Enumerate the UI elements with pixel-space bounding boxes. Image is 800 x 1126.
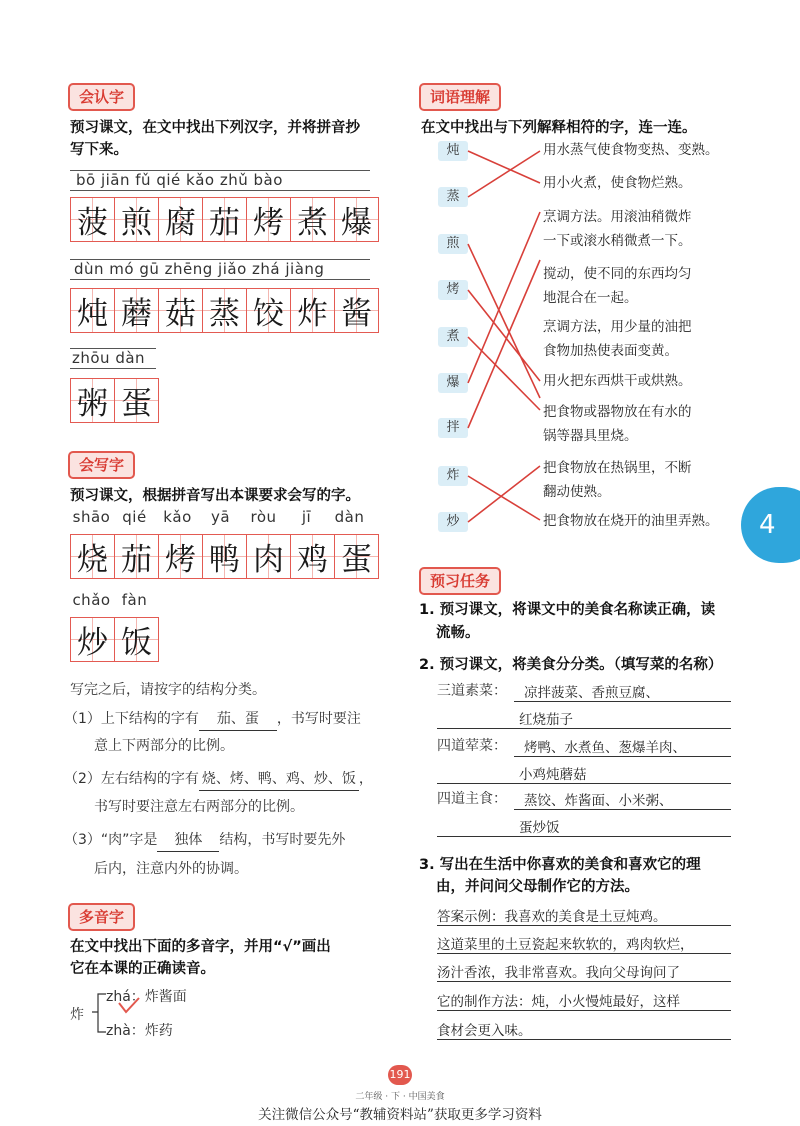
match-char-chao[interactable]: 炒 (438, 512, 468, 532)
sort-q3-line2: 后内，注意内外的协调。 (94, 861, 248, 877)
definition-1[interactable]: 用水蒸气使食物变热、变熟。 (543, 142, 719, 158)
answer-rule (514, 701, 731, 702)
match-line-jian (468, 244, 540, 398)
match-line-zhu (468, 337, 540, 410)
char-cell: 炖 (70, 288, 115, 333)
dish-answer: 蛋炒饭 (519, 820, 560, 836)
sort-q1-line1: （1）上下结构的字有 茄、蛋 ，书写时要注 (64, 708, 361, 731)
essay-line: 答案示例：我喜欢的美食是土豆炖鸡。 (437, 909, 667, 925)
char-cell: 茄 (202, 197, 247, 242)
char-cell: 烧 (70, 534, 115, 579)
essay-line: 汤汁香浓，我非常喜欢。我向父母询问了 (437, 965, 680, 981)
task1-line1: 1. 预习课文，将课文中的美食名称读正确，读 (419, 602, 716, 618)
pinyin-row-2: dùn mó gū zhēng jiǎo zhá jiàng (74, 260, 325, 278)
answer-rule (437, 1010, 731, 1011)
huirenzi-instruction-2: 写下来。 (70, 142, 128, 158)
match-char-kao[interactable]: 烤 (438, 280, 468, 300)
pinyin-syllable: shāo (72, 508, 111, 526)
huirenzi-instruction-1: 预习课文，在文中找出下列汉字，并将拼音抄 (70, 120, 360, 136)
match-line-zha (468, 476, 540, 520)
pinyin-syllable: jī (301, 508, 312, 526)
duoyinzi-instruction-2: 它在本课的正确读音。 (70, 961, 215, 977)
answer-blank: 烧、烤、鸭、鸡、炒、饭 (199, 768, 359, 791)
write-grid-row-1 (70, 534, 378, 579)
pinyin-rule (70, 190, 370, 191)
match-line-kao (468, 290, 540, 381)
char-grid-row-2 (70, 288, 378, 333)
task3-line2: 由，并问问父母制作它的方法。 (436, 879, 639, 895)
essay-line: 食材会更入味。 (437, 1023, 532, 1039)
huixiezi-instruction: 预习课文，根据拼音写出本课要求会写的字。 (70, 488, 360, 504)
footer-caption: 二年级 · 下 · 中国美食 (355, 1092, 445, 1102)
match-char-zhu[interactable]: 煮 (438, 327, 468, 347)
pinyin-rule (70, 368, 156, 369)
char-cell: 菠 (70, 197, 115, 242)
unit-side-tab (741, 487, 800, 563)
char-cell: 腐 (158, 197, 203, 242)
pinyin-syllable: chǎo (72, 591, 111, 609)
dish-answer: 蒸饺、炸酱面、小米粥、 (524, 793, 673, 809)
answer-rule (437, 836, 731, 837)
polyphone-char: 炸 (70, 1007, 84, 1023)
answer-rule (437, 1039, 731, 1040)
pinyin-rule (70, 279, 370, 280)
definition-6[interactable]: 用火把东西烘干或烘熟。 (543, 373, 692, 389)
pinyin-syllable: yā (210, 508, 231, 526)
char-cell: 煎 (114, 197, 159, 242)
answer-rule (437, 981, 731, 982)
pinyin-row-3: zhōu dàn (72, 349, 146, 367)
match-line-dun (468, 151, 540, 183)
char-cell: 爆 (334, 197, 379, 242)
pinyin-syllable: dàn (334, 508, 365, 526)
char-cell: 蘑 (114, 288, 159, 333)
match-char-zheng[interactable]: 蒸 (438, 187, 468, 207)
page-number: 191 (388, 1065, 412, 1085)
dish-category-label: 四道主食： (437, 791, 507, 807)
sort-intro: 写完之后，请按字的结构分类。 (70, 682, 266, 698)
definition-5[interactable]: 烹调方法，用少量的油把 食物加热使表面变黄。 (543, 319, 692, 359)
char-cell: 肉 (246, 534, 291, 579)
char-cell: 粥 (70, 378, 115, 423)
unit-number: 4 (759, 510, 776, 540)
match-char-jian[interactable]: 煎 (438, 234, 468, 254)
huixiezi-pinyin-row-1 (70, 508, 371, 526)
char-cell: 蛋 (334, 534, 379, 579)
dish-category-label: 三道素菜： (437, 683, 507, 699)
definition-4[interactable]: 搅动，使不同的东西均匀 地混合在一起。 (543, 266, 692, 306)
answer-rule (437, 953, 731, 954)
definition-7[interactable]: 把食物或器物放在有水的 锅等器具里烧。 (543, 404, 692, 444)
char-cell: 蛋 (114, 378, 159, 423)
char-cell: 饺 (246, 288, 291, 333)
char-cell: 炸 (290, 288, 335, 333)
ciyulijie-instruction: 在文中找出与下列解释相符的字，连一连。 (421, 120, 697, 136)
dish-category-label: 四道荤菜： (437, 738, 507, 754)
pinyin-syllable: fàn (121, 591, 148, 609)
char-cell: 茄 (114, 534, 159, 579)
checkmark-icon (116, 996, 142, 1016)
char-cell: 菇 (158, 288, 203, 333)
char-cell: 炒 (70, 617, 115, 662)
char-cell: 鸡 (290, 534, 335, 579)
match-line-bao (468, 212, 540, 383)
section-tag-yuxirenwu: 预习任务 (419, 567, 501, 595)
definition-2[interactable]: 用小火煮，使食物烂熟。 (543, 175, 692, 191)
reading-1: zhá：炸酱面 (106, 989, 187, 1005)
huixiezi-pinyin-row-2 (70, 591, 156, 609)
task3-line1: 3. 写出在生活中你喜欢的美食和喜欢它的理 (419, 857, 701, 873)
match-char-dun[interactable]: 炖 (438, 141, 468, 161)
char-grid-row-1 (70, 197, 378, 242)
match-char-zha[interactable]: 炸 (438, 466, 468, 486)
section-tag-huirenzi: 会认字 (68, 83, 135, 111)
task1-line2: 流畅。 (436, 625, 480, 641)
definition-3[interactable]: 烹调方法。用滚油稍微炸 一下或滚水稍微煮一下。 (543, 209, 692, 249)
char-grid-row-3 (70, 378, 158, 423)
definition-9[interactable]: 把食物放在烧开的油里弄熟。 (543, 513, 719, 529)
dish-answer: 小鸡炖蘑菇 (519, 767, 587, 783)
reading-2: zhà：炸药 (106, 1023, 173, 1039)
sort-q2-line2: 书写时要注意左右两部分的比例。 (94, 799, 304, 815)
definition-8[interactable]: 把食物放在热锅里，不断 翻动使熟。 (543, 460, 692, 500)
pinyin-syllable: kǎo (163, 508, 192, 526)
char-cell: 酱 (334, 288, 379, 333)
footer-watermark: 关注微信公众号“教辅资料站”获取更多学习资料 (258, 1107, 542, 1123)
dish-answer: 烤鸭、水煮鱼、葱爆羊肉、 (524, 740, 686, 756)
match-line-chao (468, 466, 540, 522)
answer-blank: 茄、蛋 (199, 708, 277, 731)
char-cell: 鸭 (202, 534, 247, 579)
duoyinzi-instruction-1: 在文中找出下面的多音字，并用“√”画出 (70, 939, 331, 955)
dish-answer: 凉拌菠菜、香煎豆腐、 (524, 685, 659, 701)
essay-line: 它的制作方法：炖，小火慢炖最好，这样 (437, 994, 680, 1010)
match-char-ban[interactable]: 拌 (438, 418, 468, 438)
char-cell: 蒸 (202, 288, 247, 333)
pinyin-row-1: bō jiān fǔ qié kǎo zhǔ bào (76, 171, 283, 189)
match-line-ban (468, 260, 540, 428)
sort-q1-line2: 意上下两部分的比例。 (94, 738, 234, 754)
section-tag-duoyinzi: 多音字 (68, 903, 135, 931)
answer-rule (437, 783, 731, 784)
answer-blank: 独体 (157, 829, 219, 852)
pinyin-syllable: qié (122, 508, 147, 526)
pinyin-syllable: ròu (250, 508, 277, 526)
char-cell: 饭 (114, 617, 159, 662)
match-char-bao[interactable]: 爆 (438, 373, 468, 393)
answer-rule (437, 925, 731, 926)
dish-answer: 红烧茄子 (519, 712, 573, 728)
char-cell: 烤 (158, 534, 203, 579)
match-line-zheng (468, 151, 540, 197)
char-cell: 烤 (246, 197, 291, 242)
essay-line: 这道菜里的土豆瓷起来软软的，鸡肉软烂， (437, 937, 694, 953)
char-cell: 煮 (290, 197, 335, 242)
section-tag-huixiezi: 会写字 (68, 451, 135, 479)
section-tag-ciyulijie: 词语理解 (419, 83, 501, 111)
answer-rule (437, 728, 731, 729)
task2: 2. 预习课文，将美食分分类。（填写菜的名称） (419, 657, 723, 673)
answer-rule (514, 756, 731, 757)
sort-q3-line1: （3）“肉”字是 独体 结构，书写时要先外 (64, 829, 345, 852)
sort-q2-line1: （2）左右结构的字有 烧、烤、鸭、鸡、炒、饭 ， (64, 768, 373, 791)
write-grid-row-2 (70, 617, 158, 662)
answer-rule (514, 809, 731, 810)
